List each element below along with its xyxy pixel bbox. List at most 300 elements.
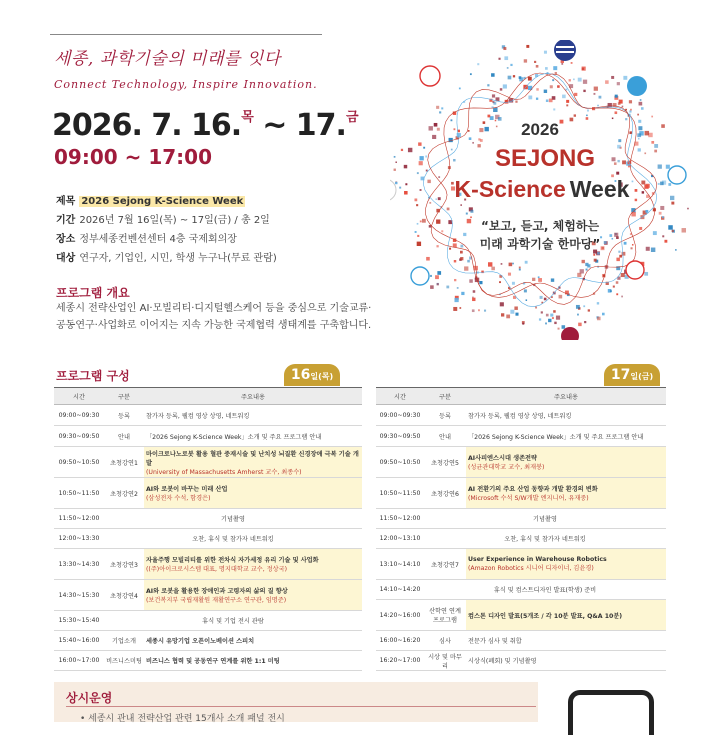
logo-dot [429,202,431,204]
logo-dot [637,133,641,137]
logo-dot [609,234,612,237]
cell-content: 오찬, 휴식 및 참가자 네트워킹 [104,529,362,549]
brain-icon [561,327,579,340]
logo-dot [546,99,549,102]
info-venue: 장소 정부세종컨벤션센터 4층 국제회의장 [56,234,237,245]
logo-dot [460,245,463,248]
overview-text: 세종시 전략산업인 AI·모빌리티·디지털헬스케어 등을 중심으로 기술교류· 공동연구·사업화로 이어지는 지속 가능한 국제협력 생태계를 구축합니다. [56,303,372,331]
logo-dot [437,271,441,275]
logo-dot [642,191,644,193]
logo-dot [536,65,539,68]
logo-dot [629,110,631,112]
logo-dot [439,111,441,113]
table-row [54,549,362,580]
logo-dot [485,127,489,131]
logo-dot [479,128,483,132]
logo-dot [622,252,626,256]
logo-dot [513,75,515,77]
cell-time: 16:00~17:00 [54,651,104,671]
logo-dot [434,123,438,127]
cell-time: 12:00~13:10 [376,529,424,549]
cell-time: 14:10~14:20 [376,580,424,600]
chip-icon [668,166,686,184]
logo-dot [498,117,502,121]
logo-dot [566,104,568,106]
logo-dot [399,187,401,189]
logo-dot [404,165,407,168]
logo-dot [682,228,686,232]
logo-dot [532,278,535,281]
logo-dot [645,210,648,213]
logo-dot [394,169,396,171]
day2-schedule-table [376,387,666,671]
table-row [54,509,362,529]
logo-dot [454,279,456,281]
logo-dot [463,233,466,236]
cell-time: 09:00~09:30 [376,405,424,426]
logo-dot [552,317,554,319]
logo-dot [646,247,650,251]
logo-dot [457,287,459,289]
logo-dot [618,251,620,253]
logo-dot [651,116,653,118]
logo-dot [536,98,538,100]
logo-dot [594,87,598,91]
logo-dot [492,94,495,97]
logo-dot [640,99,642,101]
table-row [376,549,666,580]
logo-dot [616,281,619,284]
logo-dot [660,182,664,186]
logo-dot [417,223,419,225]
logo-dot [418,142,421,145]
cell-content [144,405,362,426]
logo-dot [534,61,536,63]
logo-dot [491,73,495,77]
logo-dot [615,95,618,98]
table-row [54,478,362,509]
cell-content-main: 자율주행 모빌리티를 위한 전차식 자가세정 유리 기술 및 사업화 [146,557,319,564]
svg-text:“보고, 듣고, 체험하는: “보고, 듣고, 체험하는 [480,219,600,233]
col-content: 주요내용 [144,388,362,405]
cell-content-main: 「2026 Sejong K-Science Week」소개 및 주요 프로그램 안내 [146,433,322,441]
cell-content [466,405,666,426]
logo-dot [586,117,589,120]
logo-dot [526,299,528,301]
event-logo [390,40,690,340]
info-period: 기간 2026년 7월 16일(목) ~ 17일(금) / 총 2일 [56,215,270,226]
logo-dot [427,180,430,183]
logo-dot [562,325,566,329]
logo-dot [664,240,667,243]
logo-dot [616,172,619,175]
logo-dot [561,63,563,65]
logo-dot [414,198,417,201]
logo-dot [417,242,421,246]
logo-dot [454,298,458,302]
logo-dot [544,90,547,93]
standing-text: • 세종시 관내 전략산업 관련 15개사 소개 패널 전시 [80,714,285,724]
logo-dot [535,307,537,309]
logo-dot [461,292,464,295]
svg-text:미래 과학기술 한마당”: 미래 과학기술 한마당” [479,237,601,251]
cell-type: 비즈니스미팅 [104,651,144,671]
logo-dot [668,225,672,229]
logo-dot [483,121,486,124]
logo-dot [451,149,453,151]
cell-time: 09:00~09:30 [54,405,104,426]
logo-dot [501,313,504,316]
logo-dot [614,162,617,165]
logo-dot [488,262,492,266]
cell-content-main: 시상식(폐회) 및 기념촬영 [468,658,537,665]
logo-dot [604,241,607,244]
cell-type: 산학연 연계 프로그램 [424,600,466,631]
logo-dot [583,90,585,92]
logo-dot [437,128,440,131]
table-row [376,600,666,631]
slogan-english: Connect Technology, Inspire Innovation. [54,78,318,91]
logo-dot [519,269,521,271]
logo-dot [526,45,529,48]
logo-dot [425,155,427,157]
logo-dot [514,306,517,309]
cell-type: 안내 [104,426,144,447]
cell-type: 초청강연7 [424,549,466,580]
logo-dot [510,64,512,66]
logo-dot [672,230,674,232]
logo-dot [599,96,602,99]
logo-dot [460,251,463,254]
table-row [54,447,362,478]
logo-dot [659,212,662,215]
logo-dot [610,290,612,292]
logo-dot [584,321,586,323]
logo-dot [616,293,618,295]
logo-dot [625,118,627,120]
logo-dot [544,298,547,301]
svg-text:2026: 2026 [521,120,559,139]
table-row [376,509,666,529]
logo-dot [472,309,475,312]
logo-dot [597,317,601,321]
cell-content-main: User Experience in Warehouse Robotics [468,556,607,563]
logo-dot [597,105,599,107]
table-row [376,580,666,600]
logo-dot [578,78,582,82]
logo-dot [551,278,554,281]
logo-dot [574,114,576,116]
logo-dot [528,77,532,81]
logo-dot [446,286,449,289]
cell-time: 09:50~10:50 [54,447,104,478]
cell-content [466,447,666,478]
standing-title: 상시운영 [66,691,113,705]
logo-dot [617,160,619,162]
logo-dot [487,84,489,86]
logo-dot [469,279,472,282]
logo-dot [637,114,639,116]
gear-icon [411,267,429,285]
car-icon [627,76,647,96]
logo-dot [441,107,443,109]
cell-content [144,549,362,580]
table-row [54,529,362,549]
logo-dot [515,101,517,103]
cell-type: 초청강연3 [104,549,144,580]
logo-dot [570,118,574,122]
logo-dot [651,141,654,144]
cell-content [466,549,666,580]
logo-dot [666,165,670,169]
logo-dot [632,244,634,246]
cell-time: 09:30~09:50 [376,426,424,447]
logo-dot [490,116,494,120]
cell-time: 11:50~12:00 [376,509,424,529]
day1-badge: 16일(목) [284,364,340,386]
logo-dot [539,318,541,320]
logo-dot [484,310,486,312]
cell-type: 초청강연6 [424,478,466,509]
logo-dot [639,102,643,106]
logo-dot [558,328,560,330]
logo-dot [624,242,627,245]
logo-dot [507,67,509,69]
cell-type: 시상 및 마무리 [424,651,466,671]
logo-dot [597,252,600,255]
logo-dot [519,267,521,269]
logo-dot [638,120,641,123]
col-type: 구분 [424,388,466,405]
logo-dot [477,144,480,147]
logo-dot [420,189,422,191]
logo-dot [512,263,514,265]
logo-dot [546,314,549,317]
logo-dot [641,181,645,185]
logo-dot [436,245,438,247]
cell-content-speaker: (Microsoft 수석 S/W개발 엔지니어, 유재중) [468,495,589,502]
logo-dot [613,103,617,107]
logo-dot [395,161,397,163]
logo-dot [623,76,627,80]
logo-dot [504,56,508,60]
logo-dot [454,260,456,262]
logo-dot [512,282,515,285]
logo-dot [469,137,472,140]
logo-dot [420,220,422,222]
logo-dot [550,85,553,88]
logo-dot [473,290,476,293]
logo-dot [629,100,632,103]
logo-dot [503,84,507,88]
logo-dot [687,208,689,210]
col-time: 시간 [54,388,104,405]
logo-dot [508,76,512,80]
program-title: 프로그램 구성 [56,369,130,383]
logo-dot [441,230,443,232]
logo-dot [481,271,483,273]
logo-dot [477,63,479,65]
logo-dot [453,307,457,311]
logo-dot [491,267,495,271]
cell-time: 14:20~16:00 [376,600,424,631]
cell-content [144,478,362,509]
logo-dot [582,260,585,263]
logo-dot [556,316,560,320]
cell-content-main: 전문가 심사 및 취합 [468,638,522,645]
logo-dot [601,246,605,250]
logo-dot [617,82,620,85]
cell-content: 휴식 및 기업 전시 관람 [104,611,362,631]
logo-dot [457,133,461,137]
cell-content: 기념촬영 [424,509,666,529]
logo-dot [576,305,580,309]
logo-dot [503,47,506,50]
logo-dot [644,152,646,154]
logo-dot [496,126,498,128]
logo-dot [593,93,595,95]
logo-dot [612,118,614,120]
logo-dot [438,197,441,200]
event-time: 09:00 ~ 17:00 [54,145,213,169]
cell-content-main: 「2026 Sejong K-Science Week」소개 및 주요 프로그램 안내 [468,433,644,441]
logo-dot [639,227,642,230]
logo-dot [600,236,602,238]
logo-dot [605,80,609,84]
logo-dot [500,302,504,306]
us-flag-icon [554,40,576,61]
logo-dot [498,58,500,60]
logo-dot [470,210,473,213]
logo-dot [612,157,616,161]
logo-dot [459,307,461,309]
logo-dot [622,106,624,108]
robot-icon [420,66,440,86]
table-row [376,426,666,447]
svg-text:K-ScienceWeek: K-Science Week [454,176,630,202]
logo-dot [480,139,483,142]
logo-dot [472,142,474,144]
logo-dot [417,235,419,237]
logo-dot [662,216,664,218]
logo-dot [508,273,511,276]
cell-content [144,426,362,447]
logo-dot [435,198,437,200]
cell-time: 13:10~14:10 [376,549,424,580]
cell-content-speaker: ((주)아이크로시스템 대표, 명지대학교 교수, 정상국) [146,566,287,573]
col-content: 주요내용 [466,388,666,405]
cell-content [144,631,362,651]
logo-dot [468,130,470,132]
logo-dot [629,131,632,134]
logo-dot [405,183,407,185]
cell-time: 15:40~16:00 [54,631,104,651]
cell-time: 15:30~15:40 [54,611,104,631]
cell-content-speaker: (삼성전자 수석, 함경은) [146,495,211,502]
table-row [54,651,362,671]
logo-dot [587,110,589,112]
logo-dot [602,313,605,316]
logo-dot [415,231,417,233]
logo-dot [559,295,563,299]
logo-dot [670,196,674,200]
logo-dot [404,191,408,195]
overview-title: 프로그램 개요 [56,286,130,300]
logo-dot [671,202,674,205]
logo-dot [557,85,560,88]
logo-dot [644,272,648,276]
logo-dot [583,305,585,307]
col-time: 시간 [376,388,424,405]
logo-dot [501,263,503,265]
logo-dot [631,247,633,249]
table-row [376,478,666,509]
logo-dot [540,296,543,299]
logo-dot [638,138,640,140]
logo-dot [429,126,433,130]
cell-content-main: 컴스톤 디자인 발표(5개조 / 각 10분 발표, Q&A 10분) [468,612,623,620]
logo-dot [638,148,641,151]
standing-divider [66,706,536,707]
logo-dot [550,314,553,317]
cell-time: 16:20~17:00 [376,651,424,671]
logo-dot [470,73,472,75]
cell-content-speaker: (University of Massachusetts Amherst 교수, 최종수) [146,468,302,476]
logo-dot [593,254,595,256]
logo-dot [638,126,642,130]
cell-content: 휴식 및 컴스트디자인 발표(학생) 준비 [424,580,666,600]
logo-dot [645,131,649,135]
logo-dot [478,309,480,311]
logo-dot [538,276,540,278]
logo-dot [588,265,590,267]
cell-type: 안내 [424,426,466,447]
logo-dot [470,216,472,218]
logo-dot [569,79,571,81]
logo-dot [506,315,510,319]
logo-dot [499,281,501,283]
logo-dot [401,149,403,151]
svg-text:SEJONG: SEJONG [494,145,596,172]
cell-type: 심사 [424,631,466,651]
top-rule [50,34,322,35]
cell-time: 13:30~14:30 [54,549,104,580]
cell-type: 초청강연4 [104,580,144,611]
logo-dot [658,183,660,185]
logo-dot [586,269,588,271]
logo-dot [426,170,428,172]
logo-dot [493,102,496,105]
cell-content [466,600,666,631]
logo-dot [651,248,655,252]
logo-dot [472,298,475,301]
logo-dot [644,184,648,188]
cell-time: 10:50~11:50 [376,478,424,509]
logo-dot [417,172,419,174]
logo-dot [525,261,528,264]
logo-dot [437,283,439,285]
logo-dot [578,323,581,326]
event-info [56,192,277,268]
logo-dot [500,88,502,90]
logo-dot [668,183,671,186]
cell-content-main: 비즈니스 협력 및 공동연구 연계를 위한 1:1 미팅 [146,658,280,665]
cell-type: 초청강연5 [424,447,466,478]
table-row [376,405,666,426]
logo-dot [416,204,418,206]
logo-dot [524,59,527,62]
logo-dot [594,259,597,262]
